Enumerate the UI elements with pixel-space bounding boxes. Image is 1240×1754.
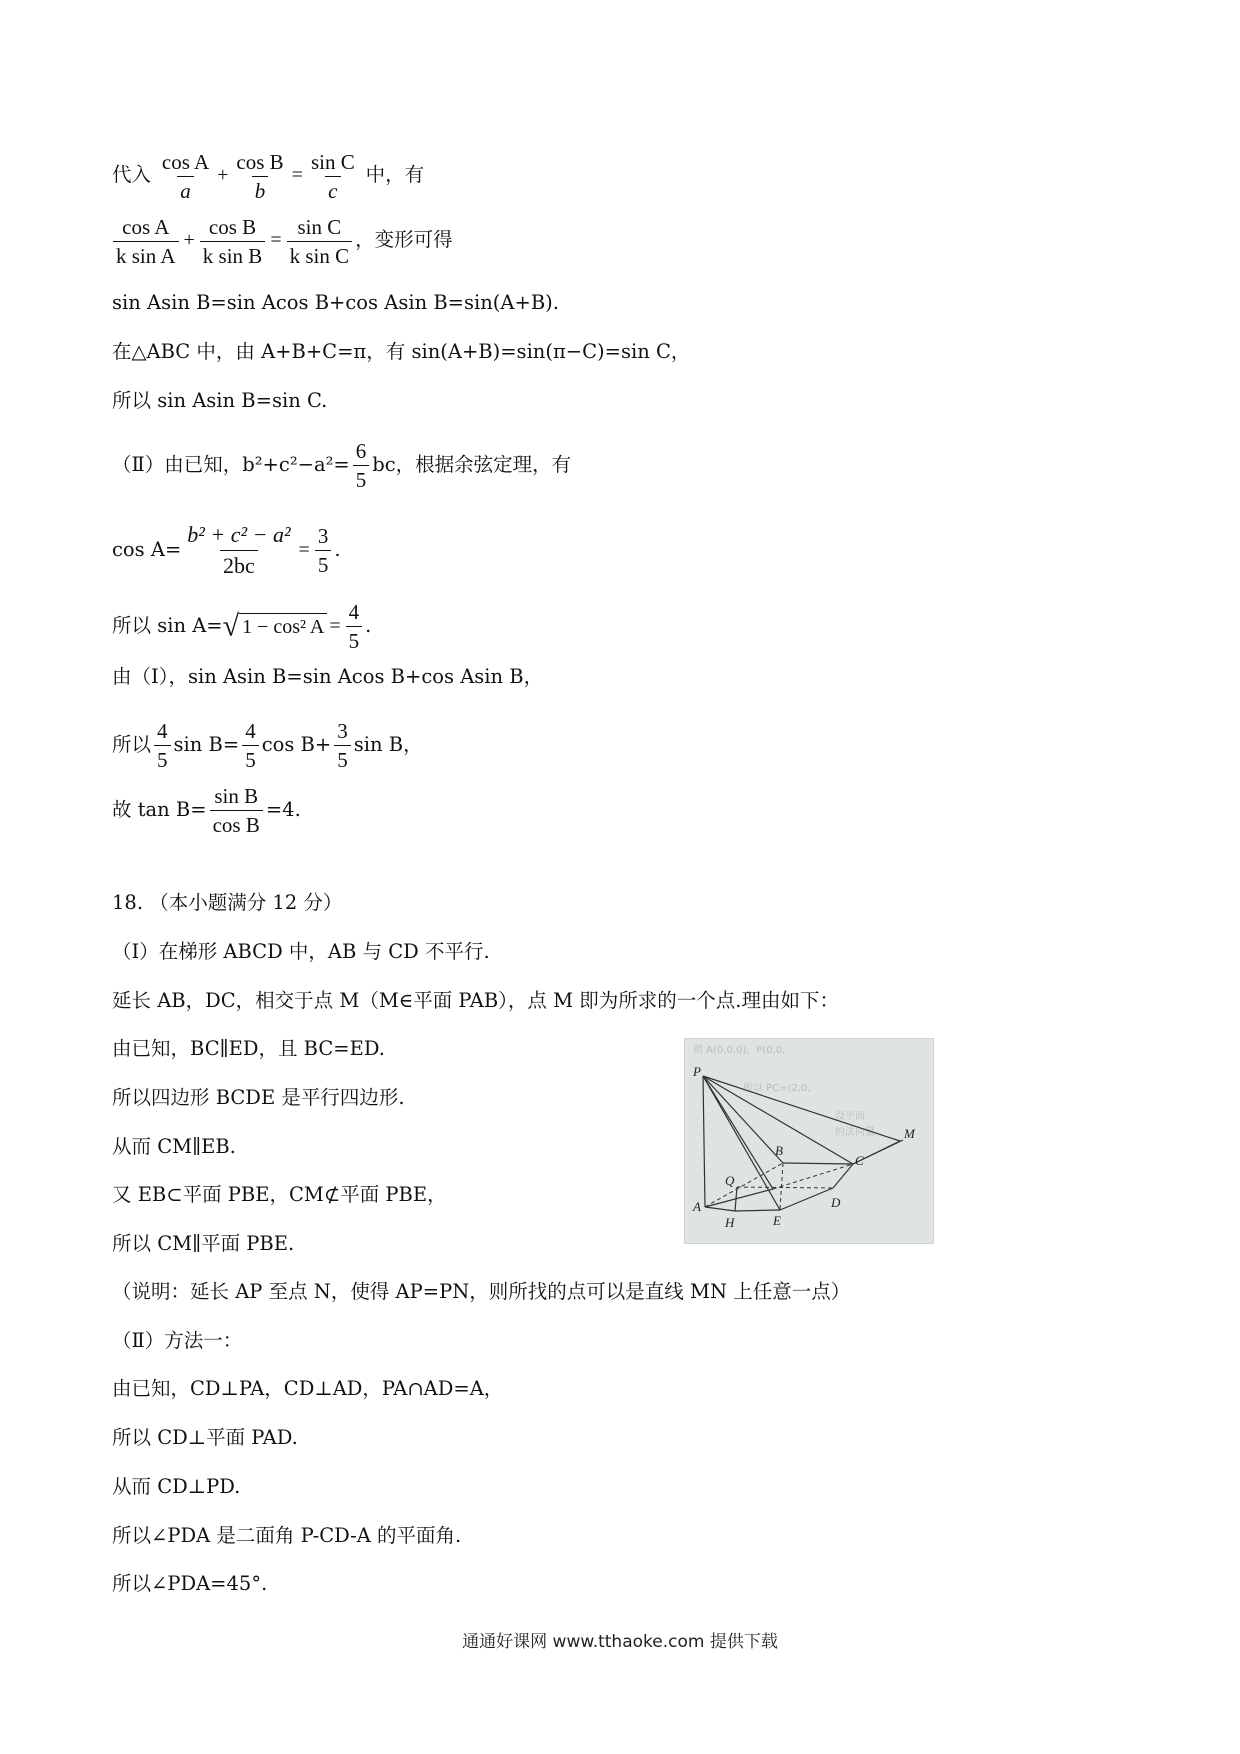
pyramid-diagram <box>685 1039 933 1243</box>
solution-line-4: 在△ABC 中，由 A+B+C=π，有 sin(A+B)=sin(π−C)=sin C， <box>112 340 691 363</box>
square-root: √ 1 − cos² A <box>223 611 328 642</box>
fraction-cosB-ksinB: $\frac{\text{cos B}}{\text{k sin B}}$ <box>200 213 266 270</box>
pyramid-figure-photo <box>684 1038 934 1244</box>
text-suffix: =4. <box>265 798 301 821</box>
faint-text-1: 则 A(0,0,0)，P(0,0, <box>693 1045 786 1056</box>
page-footer: 通通好课网 www.tthaoke.com 提供下载 <box>462 1632 778 1652</box>
text-suffix: 中，有 <box>365 164 425 186</box>
fraction-3-5: $\frac{3}{5}$ <box>315 522 332 579</box>
fraction-sinB-cosB: $\frac{\text{sin B}}{\text{cos B}}$ <box>210 782 263 839</box>
fraction-4-5: $\frac{4}{5}$ <box>242 717 259 774</box>
solution-line-3: sin Asin B=sin Acos B+cos Asin B=sin(A+B). <box>112 291 559 314</box>
fraction-4-5: $\frac{4}{5}$ <box>154 717 171 774</box>
fraction-cosB-b: $\frac{\text{cos B}}{b}$ <box>236 150 284 203</box>
part-2-line-3: 从而 CD⊥PD. <box>112 1475 241 1498</box>
part-2-heading: （Ⅱ）方法一： <box>112 1329 243 1352</box>
text-prefix: 所以 <box>112 733 152 756</box>
part-1-note: （说明：延长 AP 至点 N，使得 AP=PN，则所找的点可以是直线 MN 上任意一点） <box>112 1280 851 1303</box>
part-2-line-5: 所以∠PDA=45°. <box>112 1572 268 1595</box>
fraction-4-5: $\frac{4}{5}$ <box>346 598 363 655</box>
label-H: H <box>725 1215 735 1230</box>
part-1-line-1: （Ⅰ）在梯形 ABCD 中，AB 与 CD 不平行. <box>112 940 490 963</box>
fraction-3-5: $\frac{3}{5}$ <box>334 717 351 774</box>
fraction-cosine-law: $\frac{\text{b² + c² − a²}}{2bc}$ <box>184 520 293 581</box>
fraction-sinC-ksinC: $\frac{\text{sin C}}{\text{k sin C}}$ <box>287 213 353 270</box>
text-suffix: ，变形可得 <box>355 229 453 251</box>
label-Q: Q <box>725 1173 735 1188</box>
solution-line-8: 所以 sin A=√ 1 − cos² A = $\frac{4}{5}$ . <box>112 600 372 653</box>
fraction-sinC-c: $\frac{\text{sin C}}{c}$ <box>310 150 355 203</box>
solution-line-9: 由（Ⅰ），sin Asin B=sin Acos B+cos Asin B， <box>112 665 544 688</box>
part-2-line-2: 所以 CD⊥平面 PAD. <box>112 1426 298 1449</box>
label-P: P <box>693 1064 701 1079</box>
label-E: E <box>773 1213 781 1228</box>
part-1-line-2: 延长 AB，DC，相交于点 M（M∈平面 PAB），点 M 即为所求的一个点.理由如下： <box>112 989 839 1012</box>
solution-line-5: 所以 sin Asin B=sin C. <box>112 389 328 412</box>
part-1-line-5: 从而 CM∥EB. <box>112 1135 236 1158</box>
label-A: A <box>693 1199 701 1214</box>
fraction-cosA-ksinA: $\frac{\text{cos A}}{\text{k sin A}}$ <box>113 213 179 270</box>
faint-text-2: 所以 PC=(2,0, <box>743 1083 811 1094</box>
part-1-line-4: 所以四边形 BCDE 是平行四边形. <box>112 1086 405 1109</box>
label-M: M <box>904 1126 915 1141</box>
text-prefix: （Ⅱ）由已知，b²+c²−a²= <box>112 453 350 476</box>
faint-text-3: 设平面 <box>835 1111 865 1122</box>
faint-text-4: 的法向量 <box>835 1127 875 1138</box>
text-prefix: 所以 sin A= <box>112 614 223 637</box>
question-18-heading: 18. （本小题满分 12 分） <box>112 891 343 914</box>
part-2-line-4: 所以∠PDA 是二面角 P-CD-A 的平面角. <box>112 1524 462 1547</box>
solution-line-11 <box>112 782 301 839</box>
part-1-line-6: 又 EB⊂平面 PBE，CM⊄平面 PBE， <box>112 1183 447 1206</box>
part-1-line-7: 所以 CM∥平面 PBE. <box>112 1232 295 1255</box>
text-prefix: cos A= <box>112 538 182 561</box>
label-B: B <box>775 1143 783 1158</box>
solution-line-7: cos A= $\frac{\text{b² + c² − a²}}{2bc}$ = $\frac{3}{5}$ . <box>112 520 341 581</box>
part-2-line-1: 由已知，CD⊥PA，CD⊥AD，PA∩AD=A， <box>112 1377 504 1400</box>
part-1-line-3: 由已知，BC∥ED，且 BC=ED. <box>112 1037 386 1060</box>
text-prefix: 代入 <box>112 164 152 186</box>
label-C: C <box>855 1153 864 1168</box>
solution-line-2: $\frac{\text{cos A}}{\text{k sin A}}$ + $\frac{\text{cos B}}{\text{k sin B}}$ = $\frac{\text{sin C}}{\text{k sin C}}$ ，变形可得 <box>110 213 453 270</box>
fraction-6-5: $\frac{6}{5}$ <box>353 437 370 494</box>
text-suffix: bc，根据余弦定理，有 <box>372 453 572 476</box>
label-D: D <box>831 1195 841 1210</box>
fraction-cosA-a: $\frac{\text{cos A}}{a}$ <box>161 150 210 203</box>
solution-line-6 <box>112 437 571 494</box>
solution-line-1: 代入 $\frac{\text{cos A}}{a}$ + $\frac{\text{cos B}}{b}$ = $\frac{\text{sin C}}{c}$ 中，有 <box>112 150 425 203</box>
text-prefix: 故 tan B= <box>112 798 207 821</box>
solution-line-10: 所以 $\frac{4}{5}$ sin B= $\frac{4}{5}$ cos B+ $\frac{3}{5}$ sin B， <box>112 719 423 772</box>
